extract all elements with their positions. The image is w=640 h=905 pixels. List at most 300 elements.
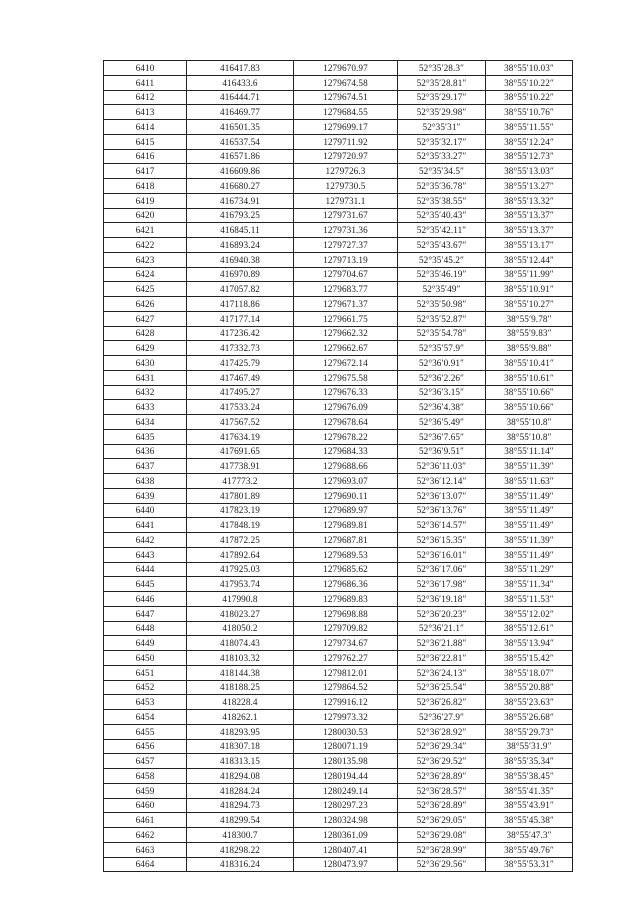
latitude-cell: 52°36′28.57″ xyxy=(398,783,486,798)
longitude-cell: 38°55′11.55″ xyxy=(486,120,573,135)
x-coordinate-cell: 417990.8 xyxy=(187,592,294,607)
latitude-cell: 52°35′50.98″ xyxy=(398,297,486,312)
x-coordinate-cell: 416537.54 xyxy=(187,134,294,149)
longitude-cell: 38°55′15.42″ xyxy=(486,651,573,666)
x-coordinate-cell: 417118.86 xyxy=(187,297,294,312)
y-coordinate-cell: 1279687.81 xyxy=(294,533,398,548)
longitude-cell: 38°55′20.88″ xyxy=(486,680,573,695)
y-coordinate-cell: 1279678.22 xyxy=(294,429,398,444)
y-coordinate-cell: 1279713.19 xyxy=(294,252,398,267)
x-coordinate-cell: 417236.42 xyxy=(187,326,294,341)
y-coordinate-cell: 1279730.5 xyxy=(294,179,398,194)
x-coordinate-cell: 417057.82 xyxy=(187,282,294,297)
longitude-cell: 38°55′23.63″ xyxy=(486,695,573,710)
x-coordinate-cell: 418299.54 xyxy=(187,813,294,828)
point-number-cell: 6419 xyxy=(104,193,187,208)
table-row xyxy=(104,149,573,164)
point-number-cell: 6435 xyxy=(104,429,187,444)
table-row xyxy=(104,311,573,326)
point-number-cell: 6464 xyxy=(104,857,187,872)
longitude-cell: 38°55′47.3″ xyxy=(486,828,573,843)
latitude-cell: 52°36′15.35″ xyxy=(398,533,486,548)
longitude-cell: 38°55′13.17″ xyxy=(486,238,573,253)
x-coordinate-cell: 418300.7 xyxy=(187,828,294,843)
point-number-cell: 6446 xyxy=(104,592,187,607)
x-coordinate-cell: 416609.86 xyxy=(187,164,294,179)
longitude-cell: 38°55′9.83″ xyxy=(486,326,573,341)
point-number-cell: 6449 xyxy=(104,636,187,651)
x-coordinate-cell: 418284.24 xyxy=(187,783,294,798)
latitude-cell: 52°35′45.2″ xyxy=(398,252,486,267)
table-row xyxy=(104,120,573,135)
latitude-cell: 52°36′29.56″ xyxy=(398,857,486,872)
x-coordinate-cell: 416469.77 xyxy=(187,105,294,120)
longitude-cell: 38°55′13.03″ xyxy=(486,164,573,179)
y-coordinate-cell: 1279704.67 xyxy=(294,267,398,282)
y-coordinate-cell: 1279689.53 xyxy=(294,547,398,562)
x-coordinate-cell: 418294.08 xyxy=(187,769,294,784)
table-row xyxy=(104,61,573,76)
table-row xyxy=(104,798,573,813)
point-number-cell: 6433 xyxy=(104,400,187,415)
longitude-cell: 38°55′11.29″ xyxy=(486,562,573,577)
table-row xyxy=(104,724,573,739)
table-row xyxy=(104,621,573,636)
longitude-cell: 38°55′26.68″ xyxy=(486,710,573,725)
table-row xyxy=(104,769,573,784)
y-coordinate-cell: 1279661.75 xyxy=(294,311,398,326)
longitude-cell: 38°55′10.66″ xyxy=(486,400,573,415)
latitude-cell: 52°36′29.08″ xyxy=(398,828,486,843)
latitude-cell: 52°36′17.98″ xyxy=(398,577,486,592)
x-coordinate-cell: 418074.43 xyxy=(187,636,294,651)
longitude-cell: 38°55′10.8″ xyxy=(486,429,573,444)
point-number-cell: 6441 xyxy=(104,518,187,533)
longitude-cell: 38°55′13.32″ xyxy=(486,193,573,208)
x-coordinate-cell: 417567.52 xyxy=(187,415,294,430)
latitude-cell: 52°36′14.57″ xyxy=(398,518,486,533)
longitude-cell: 38°55′31.9″ xyxy=(486,739,573,754)
point-number-cell: 6412 xyxy=(104,90,187,105)
table-row xyxy=(104,356,573,371)
y-coordinate-cell: 1280361.09 xyxy=(294,828,398,843)
longitude-cell: 38°55′10.8″ xyxy=(486,415,573,430)
latitude-cell: 52°35′32.17″ xyxy=(398,134,486,149)
table-row xyxy=(104,488,573,503)
longitude-cell: 38°55′10.22″ xyxy=(486,75,573,90)
point-number-cell: 6417 xyxy=(104,164,187,179)
longitude-cell: 38°55′49.76″ xyxy=(486,842,573,857)
longitude-cell: 38°55′9.88″ xyxy=(486,341,573,356)
y-coordinate-cell: 1279684.33 xyxy=(294,444,398,459)
table-row xyxy=(104,828,573,843)
latitude-cell: 52°35′57.9″ xyxy=(398,341,486,356)
x-coordinate-cell: 416501.35 xyxy=(187,120,294,135)
x-coordinate-cell: 417892.64 xyxy=(187,547,294,562)
point-number-cell: 6423 xyxy=(104,252,187,267)
point-number-cell: 6462 xyxy=(104,828,187,843)
point-number-cell: 6450 xyxy=(104,651,187,666)
point-number-cell: 6443 xyxy=(104,547,187,562)
x-coordinate-cell: 416444.71 xyxy=(187,90,294,105)
table-row xyxy=(104,665,573,680)
y-coordinate-cell: 1279731.36 xyxy=(294,223,398,238)
point-number-cell: 6431 xyxy=(104,370,187,385)
x-coordinate-cell: 418188.25 xyxy=(187,680,294,695)
point-number-cell: 6459 xyxy=(104,783,187,798)
latitude-cell: 52°36′4.38″ xyxy=(398,400,486,415)
table-row xyxy=(104,813,573,828)
y-coordinate-cell: 1279699.17 xyxy=(294,120,398,135)
y-coordinate-cell: 1279711.92 xyxy=(294,134,398,149)
table-row xyxy=(104,223,573,238)
point-number-cell: 6422 xyxy=(104,238,187,253)
x-coordinate-cell: 416893.24 xyxy=(187,238,294,253)
table-row xyxy=(104,179,573,194)
y-coordinate-cell: 1279674.51 xyxy=(294,90,398,105)
table-row xyxy=(104,459,573,474)
x-coordinate-cell: 417495.27 xyxy=(187,385,294,400)
point-number-cell: 6457 xyxy=(104,754,187,769)
x-coordinate-cell: 418316.24 xyxy=(187,857,294,872)
longitude-cell: 38°55′10.61″ xyxy=(486,370,573,385)
x-coordinate-cell: 416680.27 xyxy=(187,179,294,194)
y-coordinate-cell: 1279674.58 xyxy=(294,75,398,90)
latitude-cell: 52°36′7.65″ xyxy=(398,429,486,444)
latitude-cell: 52°36′29.05″ xyxy=(398,813,486,828)
point-number-cell: 6454 xyxy=(104,710,187,725)
point-number-cell: 6452 xyxy=(104,680,187,695)
longitude-cell: 38°55′12.02″ xyxy=(486,606,573,621)
table-row xyxy=(104,606,573,621)
x-coordinate-cell: 417467.49 xyxy=(187,370,294,385)
x-coordinate-cell: 416940.38 xyxy=(187,252,294,267)
y-coordinate-cell: 1279671.37 xyxy=(294,297,398,312)
table-row xyxy=(104,533,573,548)
table-row xyxy=(104,636,573,651)
x-coordinate-cell: 417332.73 xyxy=(187,341,294,356)
table-row xyxy=(104,341,573,356)
y-coordinate-cell: 1280324.98 xyxy=(294,813,398,828)
point-number-cell: 6440 xyxy=(104,503,187,518)
table-row xyxy=(104,444,573,459)
table-row xyxy=(104,208,573,223)
point-number-cell: 6455 xyxy=(104,724,187,739)
point-number-cell: 6448 xyxy=(104,621,187,636)
point-number-cell: 6414 xyxy=(104,120,187,135)
y-coordinate-cell: 1279670.97 xyxy=(294,61,398,76)
x-coordinate-cell: 417823.19 xyxy=(187,503,294,518)
table-row xyxy=(104,857,573,872)
table-row xyxy=(104,710,573,725)
point-number-cell: 6415 xyxy=(104,134,187,149)
latitude-cell: 52°36′27.9″ xyxy=(398,710,486,725)
table-row xyxy=(104,105,573,120)
x-coordinate-cell: 417872.25 xyxy=(187,533,294,548)
longitude-cell: 38°55′10.41″ xyxy=(486,356,573,371)
longitude-cell: 38°55′10.66″ xyxy=(486,385,573,400)
table-row xyxy=(104,134,573,149)
latitude-cell: 52°35′29.98″ xyxy=(398,105,486,120)
coordinates-table xyxy=(103,60,573,872)
point-number-cell: 6453 xyxy=(104,695,187,710)
y-coordinate-cell: 1279689.81 xyxy=(294,518,398,533)
longitude-cell: 38°55′38.45″ xyxy=(486,769,573,784)
point-number-cell: 6461 xyxy=(104,813,187,828)
x-coordinate-cell: 416793.25 xyxy=(187,208,294,223)
point-number-cell: 6447 xyxy=(104,606,187,621)
longitude-cell: 38°55′11.63″ xyxy=(486,474,573,489)
latitude-cell: 52°36′12.14″ xyxy=(398,474,486,489)
y-coordinate-cell: 1280071.19 xyxy=(294,739,398,754)
x-coordinate-cell: 418293.95 xyxy=(187,724,294,739)
latitude-cell: 52°35′49″ xyxy=(398,282,486,297)
point-number-cell: 6460 xyxy=(104,798,187,813)
latitude-cell: 52°36′29.34″ xyxy=(398,739,486,754)
table-row xyxy=(104,238,573,253)
y-coordinate-cell: 1280407.41 xyxy=(294,842,398,857)
y-coordinate-cell: 1279698.88 xyxy=(294,606,398,621)
longitude-cell: 38°55′45.38″ xyxy=(486,813,573,828)
latitude-cell: 52°36′28.99″ xyxy=(398,842,486,857)
x-coordinate-cell: 416845.11 xyxy=(187,223,294,238)
x-coordinate-cell: 417691.65 xyxy=(187,444,294,459)
y-coordinate-cell: 1279731.1 xyxy=(294,193,398,208)
latitude-cell: 52°36′21.88″ xyxy=(398,636,486,651)
point-number-cell: 6458 xyxy=(104,769,187,784)
latitude-cell: 52°36′11.03″ xyxy=(398,459,486,474)
x-coordinate-cell: 417953.74 xyxy=(187,577,294,592)
longitude-cell: 38°55′29.73″ xyxy=(486,724,573,739)
y-coordinate-cell: 1280249.14 xyxy=(294,783,398,798)
point-number-cell: 6427 xyxy=(104,311,187,326)
latitude-cell: 52°35′28.3″ xyxy=(398,61,486,76)
table-row xyxy=(104,297,573,312)
y-coordinate-cell: 1279693.07 xyxy=(294,474,398,489)
table-row xyxy=(104,429,573,444)
latitude-cell: 52°36′13.07″ xyxy=(398,488,486,503)
x-coordinate-cell: 418103.32 xyxy=(187,651,294,666)
point-number-cell: 6410 xyxy=(104,61,187,76)
latitude-cell: 52°36′3.15″ xyxy=(398,385,486,400)
y-coordinate-cell: 1279690.11 xyxy=(294,488,398,503)
point-number-cell: 6411 xyxy=(104,75,187,90)
table-row xyxy=(104,651,573,666)
y-coordinate-cell: 1279973.32 xyxy=(294,710,398,725)
longitude-cell: 38°55′10.91″ xyxy=(486,282,573,297)
latitude-cell: 52°36′26.82″ xyxy=(398,695,486,710)
y-coordinate-cell: 1279676.09 xyxy=(294,400,398,415)
y-coordinate-cell: 1279726.3 xyxy=(294,164,398,179)
table-row xyxy=(104,695,573,710)
longitude-cell: 38°55′18.07″ xyxy=(486,665,573,680)
x-coordinate-cell: 416571.86 xyxy=(187,149,294,164)
longitude-cell: 38°55′11.53″ xyxy=(486,592,573,607)
x-coordinate-cell: 418298.22 xyxy=(187,842,294,857)
longitude-cell: 38°55′11.49″ xyxy=(486,518,573,533)
longitude-cell: 38°55′11.49″ xyxy=(486,488,573,503)
latitude-cell: 52°36′9.51″ xyxy=(398,444,486,459)
x-coordinate-cell: 417634.19 xyxy=(187,429,294,444)
y-coordinate-cell: 1279916.12 xyxy=(294,695,398,710)
latitude-cell: 52°36′19.18″ xyxy=(398,592,486,607)
table-row xyxy=(104,518,573,533)
table-row xyxy=(104,842,573,857)
point-number-cell: 6420 xyxy=(104,208,187,223)
point-number-cell: 6463 xyxy=(104,842,187,857)
table-row xyxy=(104,90,573,105)
longitude-cell: 38°55′11.14″ xyxy=(486,444,573,459)
y-coordinate-cell: 1279688.66 xyxy=(294,459,398,474)
point-number-cell: 6436 xyxy=(104,444,187,459)
longitude-cell: 38°55′11.39″ xyxy=(486,533,573,548)
point-number-cell: 6442 xyxy=(104,533,187,548)
y-coordinate-cell: 1279720.97 xyxy=(294,149,398,164)
x-coordinate-cell: 417425.79 xyxy=(187,356,294,371)
coordinates-table-body xyxy=(104,61,573,872)
y-coordinate-cell: 1279678.64 xyxy=(294,415,398,430)
y-coordinate-cell: 1279662.32 xyxy=(294,326,398,341)
table-row xyxy=(104,783,573,798)
y-coordinate-cell: 1279689.83 xyxy=(294,592,398,607)
latitude-cell: 52°35′28.81″ xyxy=(398,75,486,90)
latitude-cell: 52°36′25.54″ xyxy=(398,680,486,695)
x-coordinate-cell: 417801.89 xyxy=(187,488,294,503)
longitude-cell: 38°55′13.27″ xyxy=(486,179,573,194)
y-coordinate-cell: 1279662.67 xyxy=(294,341,398,356)
table-row xyxy=(104,164,573,179)
y-coordinate-cell: 1280194.44 xyxy=(294,769,398,784)
y-coordinate-cell: 1279727.37 xyxy=(294,238,398,253)
table-row xyxy=(104,577,573,592)
point-number-cell: 6424 xyxy=(104,267,187,282)
longitude-cell: 38°55′11.49″ xyxy=(486,547,573,562)
y-coordinate-cell: 1279686.36 xyxy=(294,577,398,592)
longitude-cell: 38°55′12.44″ xyxy=(486,252,573,267)
point-number-cell: 6439 xyxy=(104,488,187,503)
x-coordinate-cell: 418262.1 xyxy=(187,710,294,725)
longitude-cell: 38°55′13.37″ xyxy=(486,223,573,238)
x-coordinate-cell: 416734.91 xyxy=(187,193,294,208)
y-coordinate-cell: 1280135.98 xyxy=(294,754,398,769)
table-row xyxy=(104,75,573,90)
x-coordinate-cell: 417848.19 xyxy=(187,518,294,533)
y-coordinate-cell: 1279734.67 xyxy=(294,636,398,651)
x-coordinate-cell: 418050.2 xyxy=(187,621,294,636)
y-coordinate-cell: 1279672.14 xyxy=(294,356,398,371)
latitude-cell: 52°35′34.5″ xyxy=(398,164,486,179)
y-coordinate-cell: 1279676.33 xyxy=(294,385,398,400)
table-row xyxy=(104,400,573,415)
table-row xyxy=(104,592,573,607)
y-coordinate-cell: 1279685.62 xyxy=(294,562,398,577)
latitude-cell: 52°36′24.13″ xyxy=(398,665,486,680)
latitude-cell: 52°35′52.87″ xyxy=(398,311,486,326)
latitude-cell: 52°36′5.49″ xyxy=(398,415,486,430)
y-coordinate-cell: 1279812.01 xyxy=(294,665,398,680)
latitude-cell: 52°35′31″ xyxy=(398,120,486,135)
latitude-cell: 52°35′40.43″ xyxy=(398,208,486,223)
point-number-cell: 6429 xyxy=(104,341,187,356)
x-coordinate-cell: 418294.73 xyxy=(187,798,294,813)
latitude-cell: 52°35′54.78″ xyxy=(398,326,486,341)
x-coordinate-cell: 418313.15 xyxy=(187,754,294,769)
y-coordinate-cell: 1280297.23 xyxy=(294,798,398,813)
longitude-cell: 38°55′11.49″ xyxy=(486,503,573,518)
y-coordinate-cell: 1279762.27 xyxy=(294,651,398,666)
longitude-cell: 38°55′11.39″ xyxy=(486,459,573,474)
point-number-cell: 6413 xyxy=(104,105,187,120)
point-number-cell: 6428 xyxy=(104,326,187,341)
table-row xyxy=(104,562,573,577)
x-coordinate-cell: 417738.91 xyxy=(187,459,294,474)
point-number-cell: 6451 xyxy=(104,665,187,680)
latitude-cell: 52°35′36.78″ xyxy=(398,179,486,194)
x-coordinate-cell: 417533.24 xyxy=(187,400,294,415)
point-number-cell: 6432 xyxy=(104,385,187,400)
longitude-cell: 38°55′43.91″ xyxy=(486,798,573,813)
table-row xyxy=(104,282,573,297)
x-coordinate-cell: 418023.27 xyxy=(187,606,294,621)
y-coordinate-cell: 1279731.67 xyxy=(294,208,398,223)
x-coordinate-cell: 418307.18 xyxy=(187,739,294,754)
table-row xyxy=(104,385,573,400)
y-coordinate-cell: 1279864.52 xyxy=(294,680,398,695)
latitude-cell: 52°36′2.26″ xyxy=(398,370,486,385)
y-coordinate-cell: 1280473.97 xyxy=(294,857,398,872)
table-row xyxy=(104,252,573,267)
longitude-cell: 38°55′12.24″ xyxy=(486,134,573,149)
y-coordinate-cell: 1279675.58 xyxy=(294,370,398,385)
latitude-cell: 52°36′0.91″ xyxy=(398,356,486,371)
latitude-cell: 52°35′43.67″ xyxy=(398,238,486,253)
x-coordinate-cell: 417773.2 xyxy=(187,474,294,489)
latitude-cell: 52°36′21.1″ xyxy=(398,621,486,636)
point-number-cell: 6434 xyxy=(104,415,187,430)
table-row xyxy=(104,680,573,695)
longitude-cell: 38°55′53.31″ xyxy=(486,857,573,872)
table-row xyxy=(104,193,573,208)
y-coordinate-cell: 1279709.82 xyxy=(294,621,398,636)
point-number-cell: 6456 xyxy=(104,739,187,754)
latitude-cell: 52°35′42.11″ xyxy=(398,223,486,238)
point-number-cell: 6421 xyxy=(104,223,187,238)
longitude-cell: 38°55′10.76″ xyxy=(486,105,573,120)
y-coordinate-cell: 1279684.55 xyxy=(294,105,398,120)
latitude-cell: 52°35′38.55″ xyxy=(398,193,486,208)
longitude-cell: 38°55′10.03″ xyxy=(486,61,573,76)
table-row xyxy=(104,267,573,282)
longitude-cell: 38°55′10.22″ xyxy=(486,90,573,105)
table-row xyxy=(104,370,573,385)
table-row xyxy=(104,415,573,430)
longitude-cell: 38°55′12.73″ xyxy=(486,149,573,164)
point-number-cell: 6444 xyxy=(104,562,187,577)
x-coordinate-cell: 418228.4 xyxy=(187,695,294,710)
y-coordinate-cell: 1279683.77 xyxy=(294,282,398,297)
longitude-cell: 38°55′13.94″ xyxy=(486,636,573,651)
x-coordinate-cell: 417177.14 xyxy=(187,311,294,326)
table-row xyxy=(104,547,573,562)
table-row xyxy=(104,474,573,489)
latitude-cell: 52°36′28.89″ xyxy=(398,769,486,784)
longitude-cell: 38°55′41.35″ xyxy=(486,783,573,798)
table-row xyxy=(104,754,573,769)
latitude-cell: 52°35′29.17″ xyxy=(398,90,486,105)
x-coordinate-cell: 417925.03 xyxy=(187,562,294,577)
point-number-cell: 6438 xyxy=(104,474,187,489)
latitude-cell: 52°35′46.19″ xyxy=(398,267,486,282)
